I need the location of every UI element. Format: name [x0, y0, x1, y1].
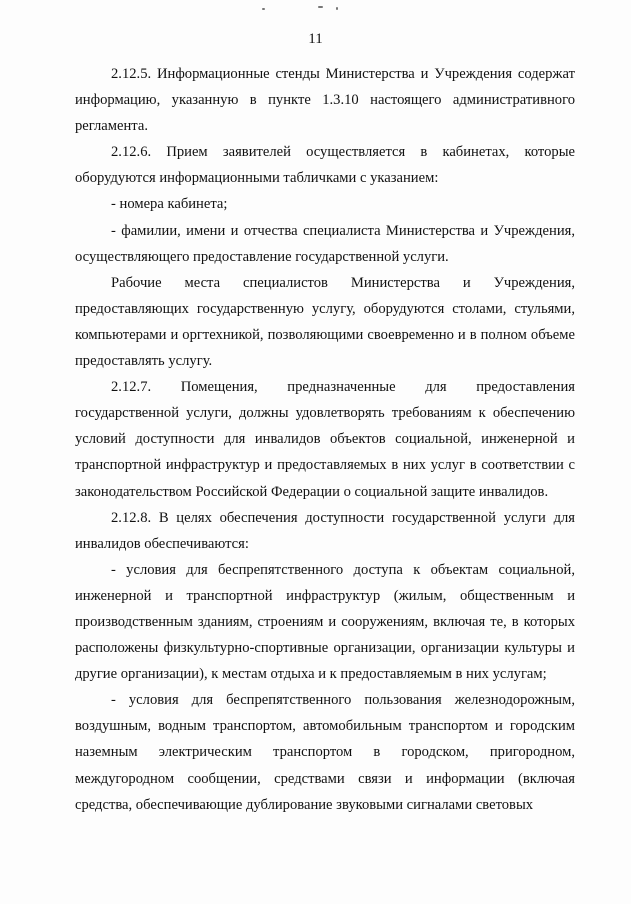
paragraph-2-12-8: 2.12.8. В целях обеспечения доступности государственной услуги для инвалидов обеспечиваются:: [75, 509, 575, 552]
scan-speck: [336, 7, 338, 10]
paragraph-2-12-7: 2.12.7. Помещения, предназначенные для предоставления государственной услуги, должны удовлетворять требованиям к обеспечению условий доступности для инвалидов объектов социальной, инженерной и транспортной инфраструктур и предоставляемых в них услуг в соответствии с законодательством Российской Федерации о социальной защите инвалидов.: [75, 379, 575, 500]
paragraph-2-12-6: 2.12.6. Прием заявителей осуществляется в кабинетах, которые оборудуются информационными табличками с указанием:: [75, 144, 575, 187]
page-number: 11: [308, 31, 323, 47]
list-item-room-number: - номера кабинета;: [111, 196, 228, 213]
list-item-transport-conditions: - условия для беспрепятственного пользования железнодорожным, воздушным, водным транспортом, автомобильным транспортом и городским наземным электрическим транспортом в городском, пригородном, междугородном сообщении, средствами связи и информации (включая средства, обеспечивающие дублирование звуковыми сигналами световых: [75, 692, 575, 813]
scan-speck: [318, 6, 323, 8]
list-item-access-conditions: - условия для беспрепятственного доступа к объектам социальной, инженерной и транспортной инфраструктур (жилым, общественным и производственным зданиям, строениям и сооружениям, включая те, в которых расположены физкультурно-спортивные организации, организации культуры и другие организации), к местам отдыха и к предоставляемым в них услугам;: [75, 561, 575, 683]
paragraph-workplaces: Рабочие места специалистов Министерства и Учреждения, предоставляющих государственную услугу, оборудуются столами, стульями, компьютерами и оргтехникой, позволяющими своевременно и в полном объеме предоставлять услугу.: [75, 274, 575, 370]
scan-speck: [262, 8, 265, 10]
document-body: [75, 61, 575, 818]
paragraph-2-12-5: 2.12.5. Информационные стенды Министерства и Учреждения содержат информацию, указанную в пункте 1.3.10 настоящего административного регламента.: [75, 66, 575, 135]
list-item-specialist-name: - фамилии, имени и отчества специалиста Министерства и Учреждения, осуществляющего предоставление государственной услуги.: [75, 222, 575, 265]
